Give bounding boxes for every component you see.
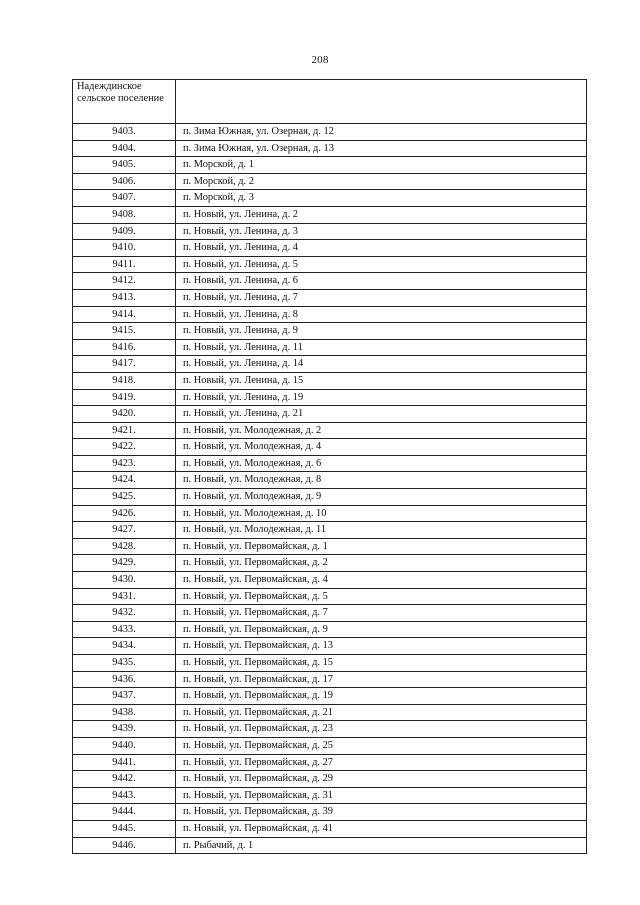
address-cell: п. Новый, ул. Молодежная, д. 6 xyxy=(176,455,587,472)
row-number-cell: 9411. xyxy=(73,256,176,273)
address-cell: п. Новый, ул. Первомайская, д. 27 xyxy=(176,754,587,771)
address-cell: п. Новый, ул. Первомайская, д. 31 xyxy=(176,787,587,804)
table-row xyxy=(73,140,587,157)
table-row xyxy=(73,522,587,539)
table-row xyxy=(73,804,587,821)
page-number: 208 xyxy=(311,54,329,66)
table-row xyxy=(73,704,587,721)
row-number-cell: 9405. xyxy=(73,157,176,174)
table-row xyxy=(73,505,587,522)
row-number-cell: 9425. xyxy=(73,489,176,506)
row-number-cell: 9413. xyxy=(73,289,176,306)
row-number-cell: 9440. xyxy=(73,737,176,754)
row-number-cell: 9407. xyxy=(73,190,176,207)
table-row xyxy=(73,787,587,804)
address-cell: п. Новый, ул. Ленина, д. 6 xyxy=(176,273,587,290)
address-cell: п. Новый, ул. Первомайская, д. 1 xyxy=(176,538,587,555)
address-cell: п. Рыбачий, д. 1 xyxy=(176,837,587,854)
row-number-cell: 9417. xyxy=(73,356,176,373)
row-number-cell: 9423. xyxy=(73,455,176,472)
address-cell: п. Новый, ул. Первомайская, д. 17 xyxy=(176,671,587,688)
address-cell: п. Новый, ул. Первомайская, д. 23 xyxy=(176,721,587,738)
address-cell: п. Зима Южная, ул. Озерная, д. 13 xyxy=(176,140,587,157)
table-row xyxy=(73,820,587,837)
address-cell: п. Новый, ул. Ленина, д. 7 xyxy=(176,289,587,306)
table-row xyxy=(73,472,587,489)
settlement-empty-cell xyxy=(176,80,587,124)
table-row xyxy=(73,289,587,306)
table-row xyxy=(73,605,587,622)
row-number-cell: 9426. xyxy=(73,505,176,522)
table-row xyxy=(73,621,587,638)
address-cell: п. Новый, ул. Первомайская, д. 39 xyxy=(176,804,587,821)
table-row xyxy=(73,173,587,190)
address-cell: п. Новый, ул. Первомайская, д. 7 xyxy=(176,605,587,622)
table-row xyxy=(73,538,587,555)
table-row xyxy=(73,572,587,589)
row-number-cell: 9437. xyxy=(73,688,176,705)
table-row xyxy=(73,124,587,141)
row-number-cell: 9416. xyxy=(73,339,176,356)
address-cell: п. Новый, ул. Первомайская, д. 2 xyxy=(176,555,587,572)
table-row xyxy=(73,256,587,273)
table-row xyxy=(73,771,587,788)
row-number-cell: 9428. xyxy=(73,538,176,555)
table-row xyxy=(73,671,587,688)
row-number-cell: 9421. xyxy=(73,422,176,439)
address-cell: п. Новый, ул. Молодежная, д. 10 xyxy=(176,505,587,522)
table-row xyxy=(73,754,587,771)
row-number-cell: 9418. xyxy=(73,372,176,389)
row-number-cell: 9419. xyxy=(73,389,176,406)
address-cell: п. Новый, ул. Молодежная, д. 11 xyxy=(176,522,587,539)
address-cell: п. Новый, ул. Молодежная, д. 9 xyxy=(176,489,587,506)
row-number-cell: 9429. xyxy=(73,555,176,572)
row-number-cell: 9408. xyxy=(73,206,176,223)
row-number-cell: 9403. xyxy=(73,124,176,141)
registry-table-body xyxy=(73,80,587,854)
row-number-cell: 9414. xyxy=(73,306,176,323)
table-row xyxy=(73,422,587,439)
row-number-cell: 9404. xyxy=(73,140,176,157)
row-number-cell: 9412. xyxy=(73,273,176,290)
table-row xyxy=(73,588,587,605)
address-cell: п. Новый, ул. Ленина, д. 14 xyxy=(176,356,587,373)
address-cell: п. Морской, д. 3 xyxy=(176,190,587,207)
address-cell: п. Новый, ул. Ленина, д. 3 xyxy=(176,223,587,240)
address-registry-table xyxy=(72,79,587,854)
table-row xyxy=(73,372,587,389)
address-cell: п. Новый, ул. Первомайская, д. 4 xyxy=(176,572,587,589)
row-number-cell: 9409. xyxy=(73,223,176,240)
table-row xyxy=(73,439,587,456)
table-row xyxy=(73,223,587,240)
table-row xyxy=(73,638,587,655)
address-cell: п. Новый, ул. Ленина, д. 4 xyxy=(176,240,587,257)
table-row xyxy=(73,655,587,672)
address-cell: п. Новый, ул. Молодежная, д. 4 xyxy=(176,439,587,456)
address-cell: п. Новый, ул. Молодежная, д. 2 xyxy=(176,422,587,439)
table-row xyxy=(73,489,587,506)
table-row xyxy=(73,837,587,854)
row-number-cell: 9427. xyxy=(73,522,176,539)
row-number-cell: 9431. xyxy=(73,588,176,605)
row-number-cell: 9436. xyxy=(73,671,176,688)
address-cell: п. Новый, ул. Ленина, д. 9 xyxy=(176,323,587,340)
table-row xyxy=(73,190,587,207)
row-number-cell: 9433. xyxy=(73,621,176,638)
settlement-header-row xyxy=(73,80,587,124)
table-row xyxy=(73,339,587,356)
row-number-cell: 9435. xyxy=(73,655,176,672)
row-number-cell: 9432. xyxy=(73,605,176,622)
row-number-cell: 9446. xyxy=(73,837,176,854)
table-row xyxy=(73,306,587,323)
table-row xyxy=(73,273,587,290)
row-number-cell: 9444. xyxy=(73,804,176,821)
row-number-cell: 9438. xyxy=(73,704,176,721)
address-cell: п. Новый, ул. Ленина, д. 8 xyxy=(176,306,587,323)
settlement-name-cell: Надеждинское сельское поселение xyxy=(73,80,176,124)
row-number-cell: 9406. xyxy=(73,173,176,190)
table-row xyxy=(73,323,587,340)
row-number-cell: 9442. xyxy=(73,771,176,788)
address-cell: п. Морской, д. 2 xyxy=(176,173,587,190)
row-number-cell: 9415. xyxy=(73,323,176,340)
address-cell: п. Новый, ул. Ленина, д. 11 xyxy=(176,339,587,356)
address-cell: п. Зима Южная, ул. Озерная, д. 12 xyxy=(176,124,587,141)
table-row xyxy=(73,555,587,572)
row-number-cell: 9439. xyxy=(73,721,176,738)
table-row xyxy=(73,389,587,406)
table-row xyxy=(73,356,587,373)
address-cell: п. Новый, ул. Первомайская, д. 19 xyxy=(176,688,587,705)
address-cell: п. Новый, ул. Первомайская, д. 41 xyxy=(176,820,587,837)
table-row xyxy=(73,206,587,223)
address-cell: п. Новый, ул. Первомайская, д. 9 xyxy=(176,621,587,638)
address-cell: п. Новый, ул. Первомайская, д. 15 xyxy=(176,655,587,672)
address-cell: п. Новый, ул. Первомайская, д. 25 xyxy=(176,737,587,754)
address-cell: п. Морской, д. 1 xyxy=(176,157,587,174)
address-cell: п. Новый, ул. Ленина, д. 15 xyxy=(176,372,587,389)
row-number-cell: 9443. xyxy=(73,787,176,804)
address-cell: п. Новый, ул. Первомайская, д. 21 xyxy=(176,704,587,721)
row-number-cell: 9434. xyxy=(73,638,176,655)
address-cell: п. Новый, ул. Первомайская, д. 29 xyxy=(176,771,587,788)
table-row xyxy=(73,157,587,174)
row-number-cell: 9422. xyxy=(73,439,176,456)
table-row xyxy=(73,406,587,423)
address-cell: п. Новый, ул. Ленина, д. 19 xyxy=(176,389,587,406)
address-cell: п. Новый, ул. Ленина, д. 5 xyxy=(176,256,587,273)
table-row xyxy=(73,455,587,472)
table-row xyxy=(73,688,587,705)
row-number-cell: 9424. xyxy=(73,472,176,489)
row-number-cell: 9430. xyxy=(73,572,176,589)
row-number-cell: 9420. xyxy=(73,406,176,423)
row-number-cell: 9441. xyxy=(73,754,176,771)
address-cell: п. Новый, ул. Молодежная, д. 8 xyxy=(176,472,587,489)
table-row xyxy=(73,737,587,754)
row-number-cell: 9445. xyxy=(73,820,176,837)
address-cell: п. Новый, ул. Первомайская, д. 5 xyxy=(176,588,587,605)
address-cell: п. Новый, ул. Ленина, д. 2 xyxy=(176,206,587,223)
table-row xyxy=(73,721,587,738)
table-row xyxy=(73,240,587,257)
address-cell: п. Новый, ул. Ленина, д. 21 xyxy=(176,406,587,423)
row-number-cell: 9410. xyxy=(73,240,176,257)
address-cell: п. Новый, ул. Первомайская, д. 13 xyxy=(176,638,587,655)
